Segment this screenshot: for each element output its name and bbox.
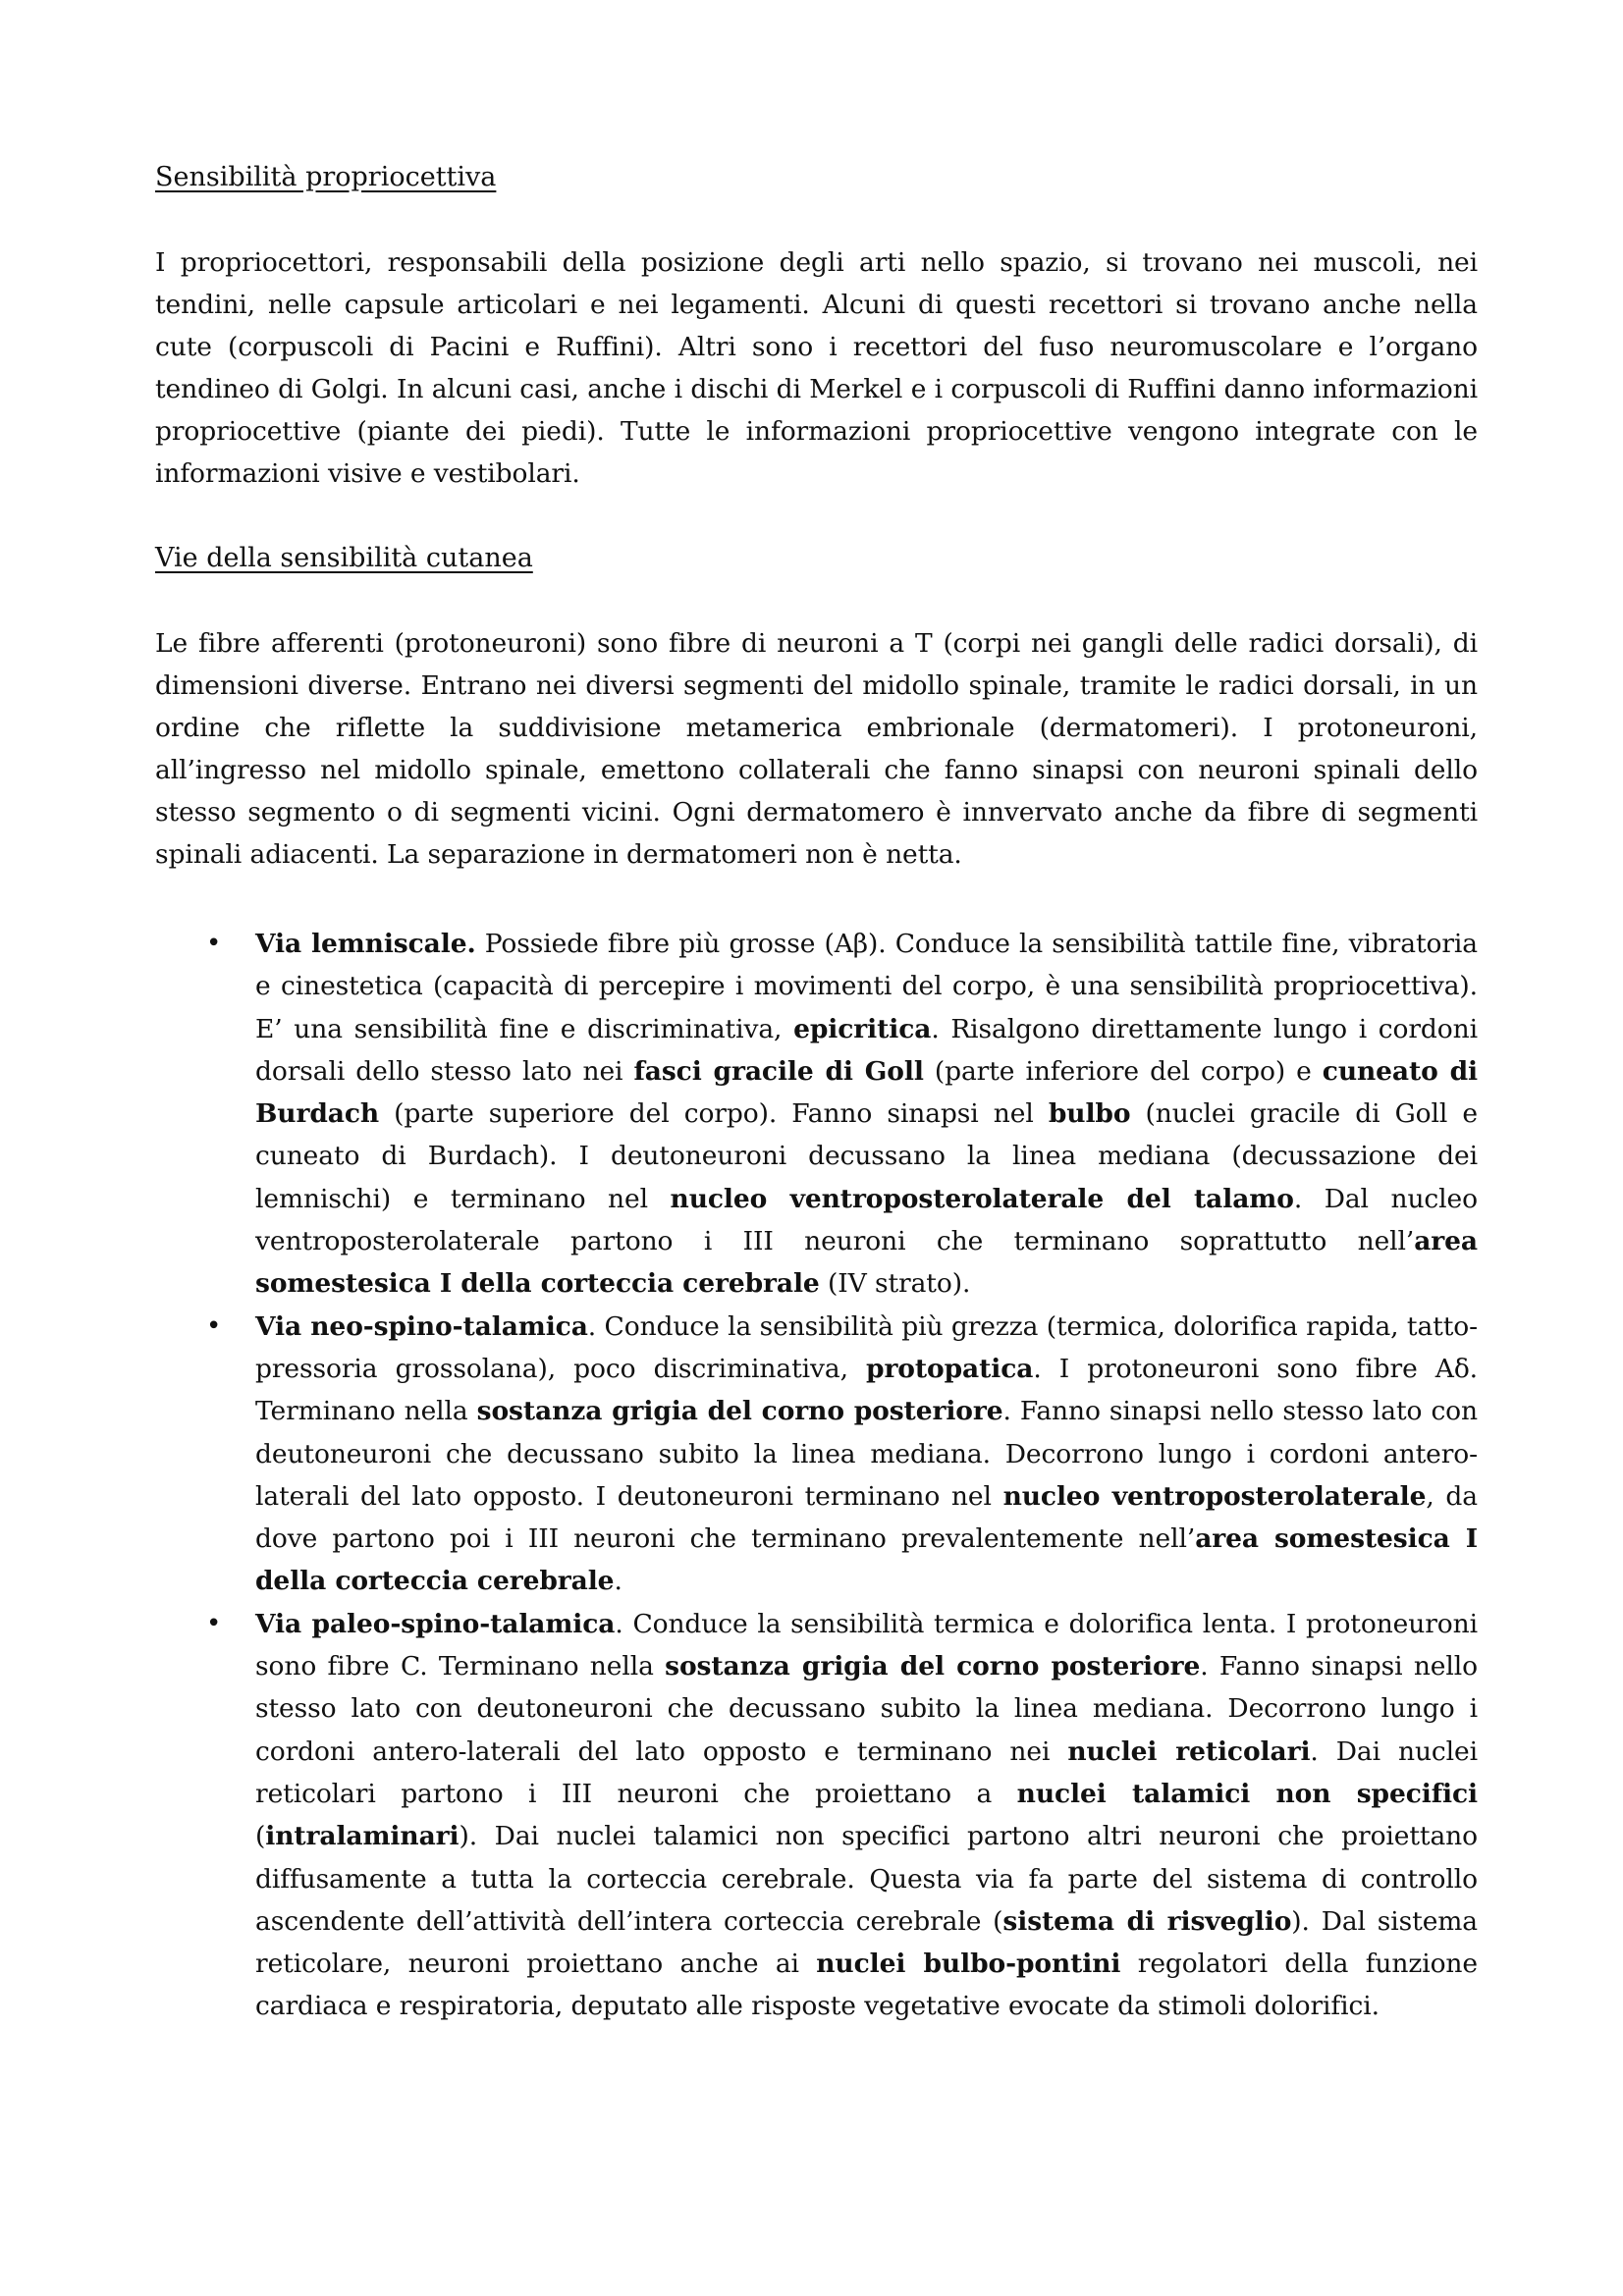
list-item-via-paleo-spino-talamica xyxy=(155,1603,1478,2028)
term: fasci gracile di Goll xyxy=(633,1055,924,1087)
paragraph-propriocettori: I propriocettori, responsabili della posizione degli arti nello spazio, si trovano nei muscoli, nei tendini, nelle capsule articolari e nei legamenti. Alcuni di questi recettori si trovano anche nella cute (corpuscoli di Pacini e Ruffini). Altri sono i recettori del fuso neuromuscolare e l’organo tendineo di Golgi. In alcuni casi, anche i dischi di Merkel e i corpuscoli di Ruffini danno informazioni propriocettive (piante dei piedi). Tutte le informazioni propriocettive vengono integrate con le informazioni visive e vestibolari. xyxy=(155,247,1478,489)
text: ( xyxy=(255,1821,266,1852)
text: . Dai nuclei reticolari partono i III neuroni che proiettano a xyxy=(255,1735,1478,1809)
term: sostanza grigia del corno posteriore xyxy=(665,1651,1201,1682)
term: intralaminari xyxy=(265,1821,460,1852)
bullet-icon: • xyxy=(206,1310,222,1341)
text: (IV strato). xyxy=(819,1268,971,1300)
term: area somestesica I della corteccia cerebrale xyxy=(255,1523,1478,1597)
list-item-via-neo-spino-talamica xyxy=(155,1306,1478,1603)
term: nuclei bulbo-pontini xyxy=(816,1949,1121,1980)
bullet-icon: • xyxy=(206,929,222,958)
text: regolatori della funzione cardiaca e respiratoria, deputato alle risposte vegetative evocate da stimoli dolorifici. xyxy=(255,1949,1478,2022)
text: . Fanno sinapsi nello stesso lato con deutoneuroni che decussano subito la linea mediana. Decorrono lungo i cordoni antero-laterali del lato opposto. I deutoneuroni terminano nel xyxy=(255,1396,1479,1512)
text: . xyxy=(614,1566,622,1597)
text: , da dove partono poi i III neuroni che terminano prevalentemente nell’ xyxy=(255,1480,1478,1555)
text: ). Dal sistema reticolare, neuroni proiettano anche ai xyxy=(255,1905,1479,1980)
pathways-list xyxy=(155,923,1478,2028)
text: . Dal nucleo ventroposterolaterale partono i III neuroni che terminano soprattutto nell’ xyxy=(255,1183,1478,1257)
term: nuclei reticolari xyxy=(1067,1735,1311,1767)
list-item-via-lemniscale xyxy=(155,923,1478,1306)
term: nuclei talamici non specifici xyxy=(1016,1778,1478,1809)
paragraph-fibre-afferenti: Le fibre afferenti (protoneuroni) sono fibre di neuroni a T (corpi nei gangli delle radici dorsali), di dimensioni diverse. Entrano nei diversi segmenti del midollo spinale, tramite le radici dorsali, in un ordine che riflette la suddivisione metamerica embrionale (dermatomeri). I protoneuroni, all’ingresso nel midollo spinale, emettono collaterali che fanno sinapsi con neuroni spinali dello stesso segmento o di segmenti vicini. Ogni dermatomero è innvervato anche da fibre di segmenti spinali adiacenti. La separazione in dermatomeri non è netta. xyxy=(155,628,1478,870)
text: . I protoneuroni sono fibre Aδ. Terminano nella xyxy=(255,1353,1478,1427)
term: epicritica xyxy=(793,1013,932,1044)
text: ). Dai nuclei talamici non specifici partono altri neuroni che proiettano diffusamente a tutta la corteccia cerebrale. Questa via fa parte del sistema di controllo ascendente dell’attività dell’intera corteccia cerebrale ( xyxy=(255,1821,1478,1937)
section-heading-propriocettiva: Sensibilità propriocettiva xyxy=(155,162,497,192)
term: Via paleo-spino-talamica xyxy=(255,1608,616,1639)
term: Via lemniscale. xyxy=(255,929,476,959)
section-heading-vie-cutanea: Vie della sensibilità cutanea xyxy=(155,543,533,573)
text: (parte inferiore del corpo) e xyxy=(923,1055,1323,1087)
text: (nuclei gracile di Goll e cuneato di Burdach). I deutoneuroni decussano la linea mediana (decussazione dei lemnischi) e terminano nel xyxy=(255,1098,1478,1214)
text: . Risalgono direttamente lungo i cordoni dorsali dello stesso lato nei xyxy=(255,1013,1478,1087)
term: cuneato di Burdach xyxy=(255,1055,1478,1130)
text: . Fanno sinapsi nello stesso lato con deutoneuroni che decussano subito la linea mediana. Decorrono lungo i cordoni antero-laterali del lato opposto e terminano nei xyxy=(255,1651,1478,1767)
text: Possiede fibre più grosse (Aβ). Conduce la sensibilità tattile fine, vibratoria e cinestetica (capacità di percepire i movimenti del corpo, è una sensibilità propriocettiva). E’ una sensibilità fine e discriminativa, xyxy=(255,929,1478,1044)
text: . Conduce la sensibilità termica e dolorifica lenta. I protoneuroni sono fibre C. Terminano nella xyxy=(255,1608,1478,1682)
term: Via neo-spino-talamica xyxy=(255,1310,588,1342)
text: (parte superiore del corpo). Fanno sinapsi nel xyxy=(379,1098,1049,1130)
bullet-icon: • xyxy=(206,1608,222,1638)
term: nucleo ventroposterolaterale xyxy=(1002,1480,1427,1512)
text: . Conduce la sensibilità più grezza (termica, dolorifica rapida, tatto-pressoria grossolana), poco discriminativa, xyxy=(255,1310,1478,1384)
term: sostanza grigia del corno posteriore xyxy=(476,1396,1003,1427)
term: nucleo ventroposterolaterale del talamo xyxy=(670,1183,1294,1214)
term: sistema di risveglio xyxy=(1002,1905,1292,1937)
term: protopatica xyxy=(866,1353,1034,1384)
term: bulbo xyxy=(1048,1098,1131,1130)
term: area somestesica I della corteccia cerebrale xyxy=(255,1226,1478,1300)
